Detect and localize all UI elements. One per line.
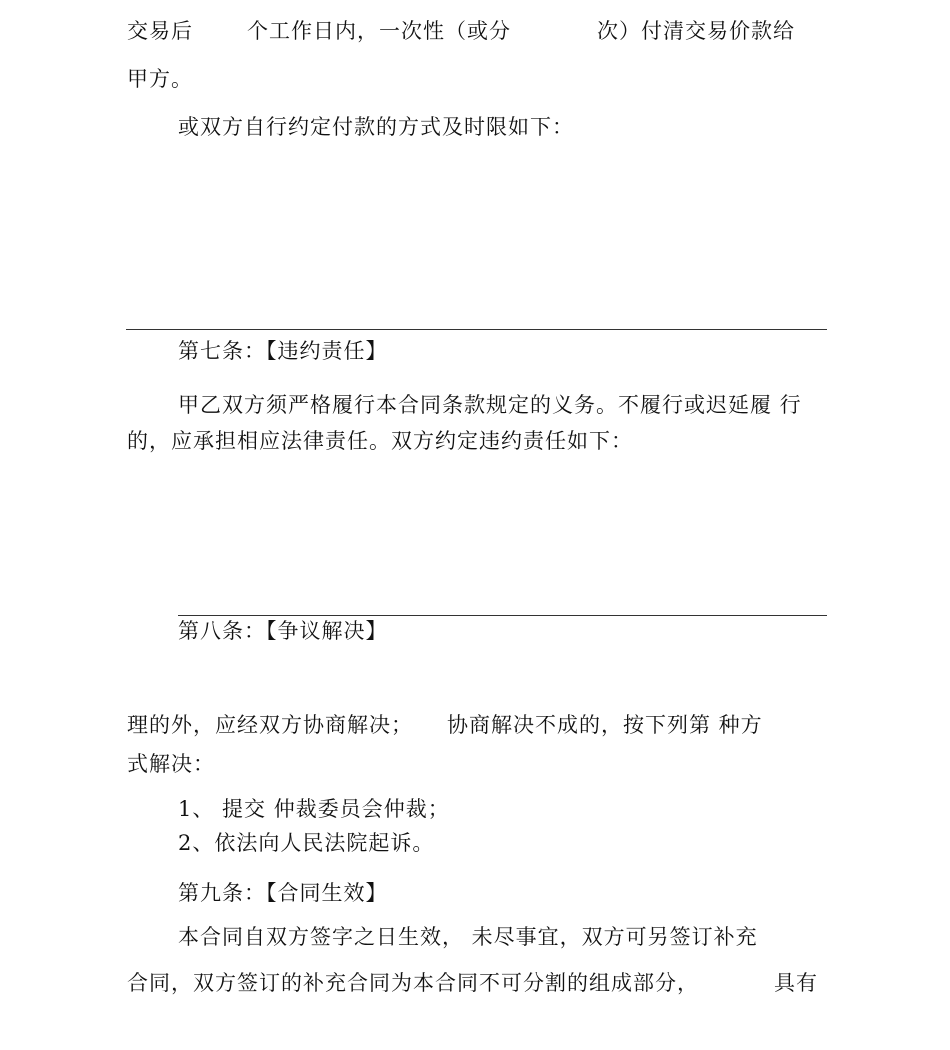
article7-para-line2: 的，应承担相应法律责任。双方约定违约责任如下： [127,429,633,453]
payment-line1-c: 次）付清交易价款给 [597,19,795,43]
article8-title: 第八条：【争议解决】 [178,619,388,643]
payment-line2: 甲方。 [127,67,193,91]
article8-option-2: 2、依法向人民法院起诉。 [178,831,435,855]
article9-title: 第九条：【合同生效】 [178,881,388,905]
article9-para-line2-b: 具有 [774,971,818,995]
fill-in-line-payment [126,329,827,330]
payment-line1-a: 交易后 [127,19,193,43]
article8-para-line1-b: 协商解决不成的，按下列第 种方 [447,713,763,737]
article7-title: 第七条：【违约责任】 [178,339,388,363]
article8-option-1: 1、 提交 仲裁委员会仲裁； [178,797,450,821]
article7-para-line1: 甲乙双方须严格履行本合同条款规定的义务。不履行或迟延履 行 [178,393,802,417]
article8-para-line2: 式解决： [127,752,215,776]
article9-para-line1: 本合同自双方签字之日生效， 未尽事宜，双方可另签订补充 [178,925,758,949]
article8-para-line1-a: 理的外，应经双方协商解决； [127,713,413,737]
custom-payment-terms-intro: 或双方自行约定付款的方式及时限如下： [178,115,574,139]
article9-para-line2-a: 合同，双方签订的补充合同为本合同不可分割的组成部分， [127,971,699,995]
fill-in-line-breach [178,615,827,616]
payment-line1-b: 个工作日内，一次性（或分 [247,19,511,43]
